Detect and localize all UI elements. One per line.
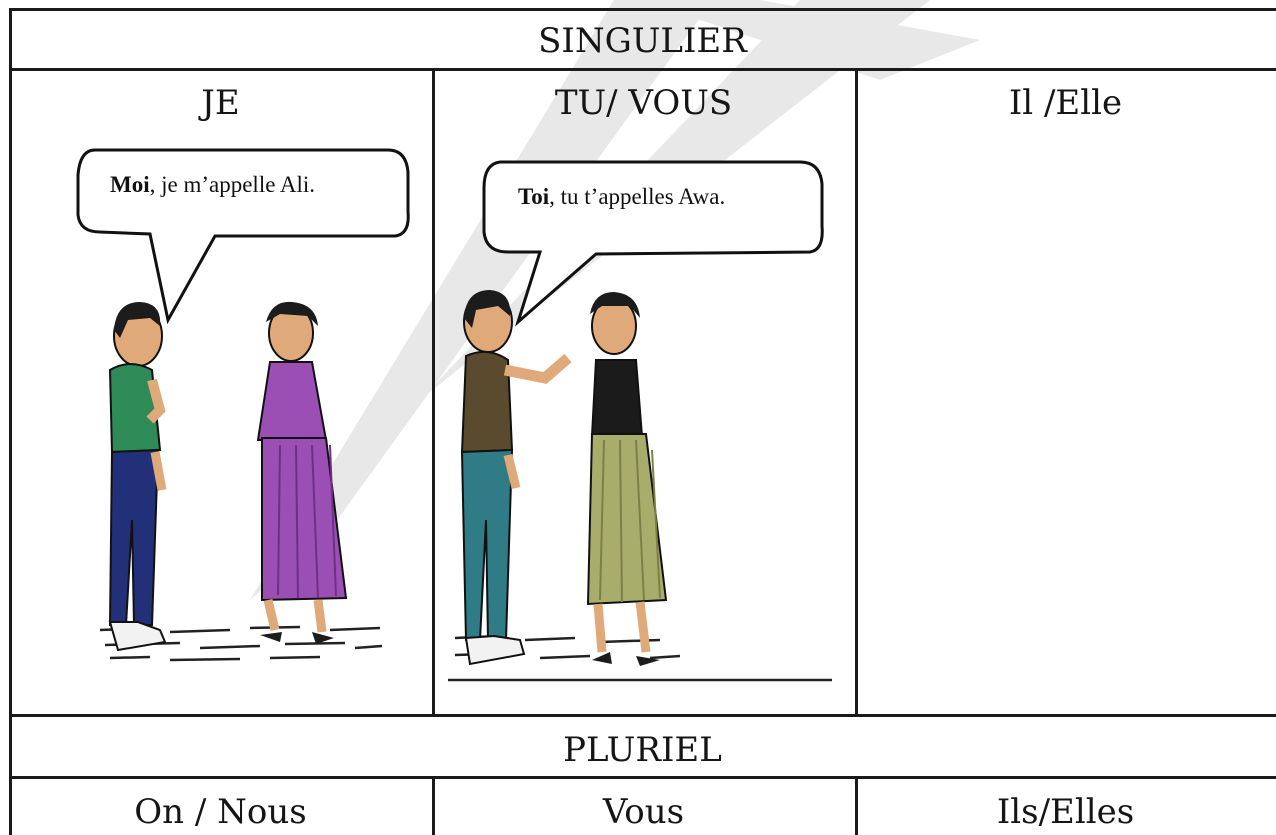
column-divider: [432, 68, 435, 717]
speech-bubble-text-tu: Toi, tu t’appelles Awa.: [518, 184, 726, 209]
speech-bubble-text-je: Moi, je m’appelle Ali.: [110, 172, 316, 197]
column-header-il-elle: Il /Elle: [1008, 83, 1123, 123]
row-divider: [9, 68, 1276, 71]
column-divider: [855, 68, 858, 717]
plural-header: PLURIEL: [563, 730, 722, 770]
column-header-tu-vous: TU/ VOUS: [554, 83, 733, 123]
plural-column-on-nous: On / Nous: [134, 792, 307, 832]
column-header-je: JE: [201, 83, 240, 123]
singular-header: SINGULIER: [538, 21, 747, 61]
plural-column-vous: Vous: [602, 792, 685, 832]
row-divider: [9, 776, 1276, 779]
plural-column-ils-elles: Ils/Elles: [996, 792, 1135, 832]
table-border-left: [9, 8, 12, 835]
row-divider: [9, 714, 1276, 717]
table-border-top: [9, 8, 1276, 11]
